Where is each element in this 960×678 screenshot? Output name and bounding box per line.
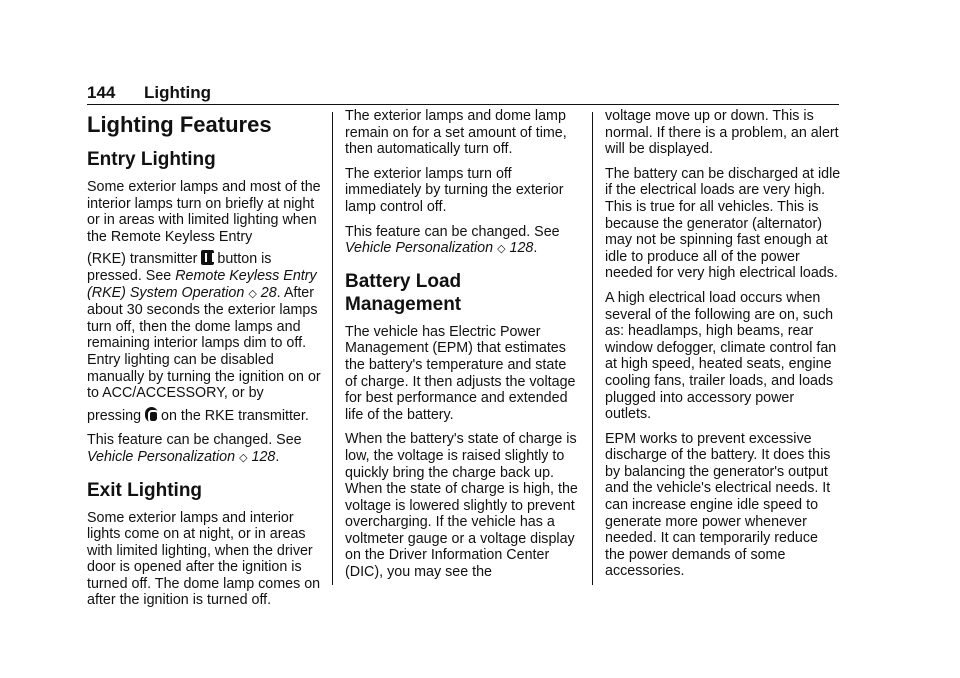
- reference-title: Vehicle Personalization: [345, 240, 494, 257]
- section-name: Lighting: [144, 83, 212, 102]
- text-run: This feature can be changed. See: [87, 432, 302, 449]
- page-arrow-icon: ◇: [497, 243, 506, 256]
- paragraph: The exterior lamps turn off immediately by turning the exterior lamp control off.: [345, 165, 564, 215]
- page-number: 144: [87, 83, 116, 102]
- column-1: [87, 110, 323, 617]
- paragraph: The vehicle has Electric Power Management (EPM) that estimates the battery's temperature and state of charge. It then adjusts the voltage for best performance and extended life of the battery.: [345, 323, 576, 423]
- paragraph: The exterior lamps and dome lamp remain on for a set amount of time, then automatically turn off.: [345, 108, 567, 158]
- entry-lighting-paragraph: [87, 179, 323, 424]
- battery-load-management-heading: Battery Load Management: [345, 270, 462, 315]
- cross-reference-link[interactable]: [345, 240, 533, 256]
- exit-lighting-heading: Exit Lighting: [87, 479, 203, 501]
- personalization-paragraph: This feature can be changed. See Vehicle Personalization ◇ 128.: [87, 432, 302, 465]
- reference-title: Vehicle Personalization: [87, 448, 236, 465]
- unlock-button-icon: [201, 250, 214, 265]
- paragraph: voltage move up or down. This is normal. If there is a problem, an alert will be displayed.: [605, 108, 839, 158]
- paragraph: A high electrical load occurs when several of the following are on, such as: headlamps, high beams, rear window defogger, climate control fan at high speed, heated seats, engine cooling fans, trailer loads, and loads plugged into accessory power outlets.: [605, 289, 837, 423]
- text-run: Some exterior lamps and most of the interior lamps turn on briefly at night or in areas with limited lighting when the Remote Keyless Entry: [87, 179, 321, 245]
- text-run: pressing: [87, 407, 142, 424]
- paragraph: EPM works to prevent excessive discharge of the battery. It does this by balancing the generator's output and the vehicle's electrical needs. It can increase engine idle speed to generate more power whenever needed. It can temporarily reduce the power demands of some accessories.: [605, 430, 831, 580]
- cross-reference-link[interactable]: [87, 449, 275, 465]
- column-3: [605, 108, 841, 588]
- reference-page: 128: [509, 240, 534, 257]
- column-2: [345, 108, 581, 589]
- text-run: button is pressed. See: [87, 251, 272, 284]
- exit-lighting-paragraph: Some exterior lamps and interior lights come on at night, or in areas with limited lighting, when the driver door is opened after the ignition is turned off. The dome lamp comes on after the ignition is turned off.: [87, 509, 321, 609]
- column-divider: [332, 112, 333, 585]
- text-run: . After about 30 seconds the exterior lamps turn off, then the dome lamps and remaining interior lamps dim to off. Entry lighting can be disabled manually by turning the ignition on or to ACC/ACCESSORY, or by: [87, 284, 321, 402]
- page-header: [87, 83, 839, 105]
- page-arrow-icon: ◇: [239, 451, 248, 464]
- reference-page: 28: [260, 284, 277, 301]
- page-title: Lighting Features: [87, 112, 272, 137]
- paragraph: When the battery's state of charge is low, the voltage is raised slightly to quickly bring the charge back up. When the state of charge is high, the voltage is lowered slightly to prevent overcharging. If the vehicle has a voltmeter gauge or a voltage display on the Driver Information Center (DIC), you may see the: [345, 431, 578, 581]
- page-arrow-icon: ◇: [248, 287, 257, 300]
- remote-start-icon: [145, 407, 158, 422]
- reference-page: 128: [251, 448, 276, 465]
- text-run: This feature can be changed. See: [345, 223, 560, 240]
- text-run: (RKE) transmitter: [87, 251, 198, 268]
- personalization-paragraph: This feature can be changed. See Vehicle Personalization ◇ 128.: [345, 223, 560, 257]
- reference-title: Remote Keyless Entry (RKE) System Operation: [87, 267, 317, 301]
- entry-lighting-heading: Entry Lighting: [87, 149, 216, 170]
- column-divider: [592, 112, 593, 585]
- paragraph: The battery can be discharged at idle if the electrical loads are very high. This is true for all vehicles. This is because the generator (alternator) may not be spinning fast enough at idle to produce all of the power needed for very high electrical loads.: [605, 165, 841, 282]
- text-run: on the RKE transmitter.: [161, 407, 309, 424]
